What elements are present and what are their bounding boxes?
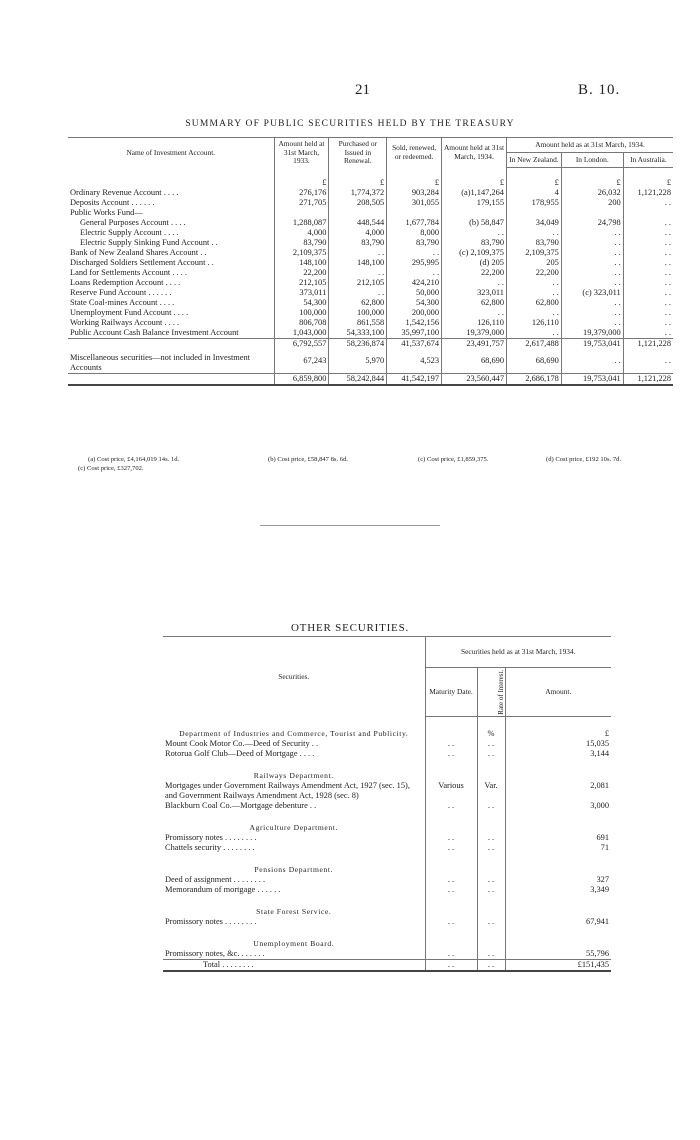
- cell-c2: 861,558: [329, 318, 387, 328]
- footnote-c: (c) Cost price, £1,859,375.: [418, 456, 489, 463]
- cell-c6: 19,379,000: [561, 328, 623, 339]
- cell-c1: 148,100: [274, 258, 329, 268]
- table-row: [68, 238, 673, 248]
- cell-c5: 126,110: [507, 318, 562, 328]
- cell-rate: . .: [477, 843, 505, 853]
- account-name: Deposits Account . . . . . .: [70, 198, 155, 207]
- cell-c4: 126,110: [442, 318, 507, 328]
- cell-c2: 62,800: [329, 298, 387, 308]
- cell-c4: 22,200: [442, 268, 507, 278]
- department-row: [163, 927, 611, 949]
- cell-c4: (c) 2,109,375: [442, 248, 507, 258]
- page-number: 21: [355, 82, 370, 98]
- table-row: [68, 208, 673, 218]
- cell-c6: . .: [561, 228, 623, 238]
- cell-c6: . .: [561, 308, 623, 318]
- misc-row: Miscellaneous securities—not included in Investment Accounts 67,243 5,970 4,523 68,690 68,690 . . . .: [68, 349, 673, 374]
- cell-maturity: . .: [425, 833, 477, 843]
- footnote-b: (b) Cost price, £58,847 8s. 6d.: [268, 456, 349, 463]
- header-australia: In Australia.: [623, 153, 673, 168]
- cell-c2: . .: [329, 288, 387, 298]
- cell-c4: . .: [442, 278, 507, 288]
- account-name: Electric Supply Account . . . .: [80, 228, 179, 237]
- list-item: [163, 833, 611, 843]
- other-securities-table: [163, 636, 611, 972]
- divider: [260, 525, 440, 526]
- cell-c5: 34,049: [507, 218, 562, 228]
- cell-amount: 15,035: [505, 739, 611, 749]
- table-row: [68, 228, 673, 238]
- cell-c7: . .: [623, 198, 673, 208]
- cell-c5: . .: [507, 328, 562, 339]
- cell-rate: . .: [477, 739, 505, 749]
- footnote-e: (c) Cost price, £327,702.: [78, 465, 144, 472]
- cell-maturity: . .: [425, 917, 477, 927]
- security-name: Promissory notes . . . . . . . .: [165, 832, 257, 842]
- cell-c4: (a)1,147,264: [442, 188, 507, 198]
- cell-c2: . .: [329, 248, 387, 258]
- list-item: [163, 843, 611, 853]
- cell-c5: . .: [507, 288, 562, 298]
- department-heading: Department of Industries and Commerce, Tourist and Publicity.: [179, 728, 409, 738]
- cell-c4: [442, 208, 507, 218]
- cell-c1: 276,176: [274, 188, 329, 198]
- security-name: Blackburn Coal Co.—Mortgage debenture . .: [165, 800, 317, 810]
- table-row: [68, 248, 673, 258]
- account-name: Electric Supply Sinking Fund Account . .: [80, 238, 218, 247]
- cell-rate: Var.: [477, 781, 505, 801]
- header-purchased: Purchased or Issued in Renewal.: [329, 138, 387, 168]
- cell-amount: 3,144: [505, 749, 611, 759]
- header-held-group: Securities held as at 31st March, 1934.: [425, 637, 611, 668]
- other-body: [163, 717, 611, 960]
- cell-c3: . .: [387, 248, 442, 258]
- table-row: [68, 218, 673, 228]
- account-name: Land for Settlements Account . . . .: [70, 268, 187, 277]
- cell-amount: 55,796: [505, 949, 611, 960]
- cell-c4: 323,011: [442, 288, 507, 298]
- cell-c7: . .: [623, 278, 673, 288]
- department-row: [163, 853, 611, 875]
- cell-c2: 448,544: [329, 218, 387, 228]
- cell-c5: . .: [507, 278, 562, 288]
- cell-c6: . .: [561, 268, 623, 278]
- cell-c2: 83,790: [329, 238, 387, 248]
- cell-c7: . .: [623, 228, 673, 238]
- table-row: [68, 258, 673, 268]
- cell-c1: 4,000: [274, 228, 329, 238]
- table-row: [68, 278, 673, 288]
- list-item: [163, 781, 611, 801]
- list-item: [163, 949, 611, 960]
- header-amount: Amount.: [505, 668, 611, 717]
- cell-c1: 100,000: [274, 308, 329, 318]
- list-item: [163, 885, 611, 895]
- cell-c3: 301,055: [387, 198, 442, 208]
- cell-c7: [623, 208, 673, 218]
- cell-c7: . .: [623, 218, 673, 228]
- account-name: Loans Redemption Account . . . .: [70, 278, 181, 287]
- table-row: [68, 308, 673, 318]
- cell-c5: 2,109,375: [507, 248, 562, 258]
- cell-c3: 8,000: [387, 228, 442, 238]
- cell-amount: 71: [505, 843, 611, 853]
- cell-rate: . .: [477, 885, 505, 895]
- cell-c6: . .: [561, 318, 623, 328]
- table-row: [68, 328, 673, 339]
- cell-c2: 208,505: [329, 198, 387, 208]
- cell-c6: . .: [561, 238, 623, 248]
- department-row: [163, 759, 611, 781]
- cell-maturity: . .: [425, 749, 477, 759]
- cell-c6: (c) 323,011: [561, 288, 623, 298]
- cell-c6: . .: [561, 298, 623, 308]
- cell-c2: 212,105: [329, 278, 387, 288]
- summary-title: SUMMARY OF PUBLIC SECURITIES HELD BY THE TREASURY: [185, 119, 515, 129]
- cell-c1: [274, 208, 329, 218]
- cell-c4: 62,800: [442, 298, 507, 308]
- cell-maturity: Various: [425, 781, 477, 801]
- header-london: In London.: [561, 153, 623, 168]
- cell-amount: 3,349: [505, 885, 611, 895]
- cell-amount: 2,081: [505, 781, 611, 801]
- paper-reference: B. 10.: [578, 82, 621, 98]
- table-row: [68, 318, 673, 328]
- cell-c2: 54,333,100: [329, 328, 387, 339]
- cell-rate: . .: [477, 749, 505, 759]
- cell-c1: 373,011: [274, 288, 329, 298]
- cell-c5: 22,200: [507, 268, 562, 278]
- footnote-a: (a) Cost price, £4,164,019 14s. 1d.: [88, 456, 180, 463]
- cell-rate: . .: [477, 833, 505, 843]
- cell-c3: 1,542,156: [387, 318, 442, 328]
- account-name: Public Works Fund—: [70, 208, 143, 217]
- summary-table: [68, 137, 673, 386]
- account-name: Ordinary Revenue Account . . . .: [70, 188, 179, 197]
- account-name: Discharged Soldiers Settlement Account . .: [70, 258, 214, 267]
- cell-c7: . .: [623, 248, 673, 258]
- account-name: Unemployment Fund Account . . . .: [70, 308, 189, 317]
- cell-c4: (d) 205: [442, 258, 507, 268]
- cell-amount: 3,000: [505, 801, 611, 811]
- total-row: 6,859,800 58,242,844 41,542,197 23,560,447 2,686,178 19,753,041 1,121,228: [68, 374, 673, 386]
- cell-rate: . .: [477, 949, 505, 960]
- cell-c5: . .: [507, 308, 562, 318]
- department-row: [163, 895, 611, 917]
- cell-c7: . .: [623, 318, 673, 328]
- table-row: [68, 268, 673, 278]
- security-name: Promissory notes . . . . . . . .: [165, 916, 257, 926]
- cell-c4: 19,379,000: [442, 328, 507, 339]
- cell-c6: [561, 208, 623, 218]
- cell-c1: 54,300: [274, 298, 329, 308]
- cell-maturity: . .: [425, 885, 477, 895]
- cell-c3: 1,677,784: [387, 218, 442, 228]
- footnote-d: (d) Cost price, £192 10s. 7d.: [546, 456, 622, 463]
- cell-c1: 83,790: [274, 238, 329, 248]
- cell-c2: 1,774,372: [329, 188, 387, 198]
- header-held-1934: Amount held at 31st March, 1934.: [442, 138, 507, 168]
- other-title: OTHER SECURITIES.: [290, 622, 410, 634]
- list-item: [163, 739, 611, 749]
- cell-amount: 327: [505, 875, 611, 885]
- header-held-1933: Amount held at 31st March, 1933.: [274, 138, 329, 168]
- cell-amount: 67,941: [505, 917, 611, 927]
- cell-maturity: . .: [425, 843, 477, 853]
- cell-c7: . .: [623, 258, 673, 268]
- cell-c6: 24,798: [561, 218, 623, 228]
- cell-c4: 179,155: [442, 198, 507, 208]
- cell-c7: 1,121,228: [623, 188, 673, 198]
- cell-rate: . .: [477, 917, 505, 927]
- security-name: Memorandum of mortgage . . . . . .: [165, 884, 281, 894]
- header-sold: Sold, renewed, or redeemed.: [387, 138, 442, 168]
- header-maturity: Maturity Date.: [425, 668, 477, 717]
- department-heading: Agriculture Department.: [249, 822, 338, 832]
- table-row: [68, 298, 673, 308]
- cell-c5: . .: [507, 228, 562, 238]
- header-name: Name of Investment Account.: [68, 138, 274, 168]
- department-row: [163, 811, 611, 833]
- cell-c6: 200: [561, 198, 623, 208]
- account-name: Public Account Cash Balance Investment Account: [70, 328, 239, 337]
- cell-c3: 200,000: [387, 308, 442, 318]
- cell-c3: 35,997,100: [387, 328, 442, 339]
- cell-c5: 83,790: [507, 238, 562, 248]
- cell-amount: 691: [505, 833, 611, 843]
- cell-c7: . .: [623, 328, 673, 339]
- department-heading: Railways Department.: [253, 770, 334, 780]
- cell-c6: 26,032: [561, 188, 623, 198]
- cell-c7: . .: [623, 308, 673, 318]
- cell-c5: 62,800: [507, 298, 562, 308]
- summary-body: [68, 188, 673, 339]
- cell-c2: 4,000: [329, 228, 387, 238]
- cell-c2: 100,000: [329, 308, 387, 318]
- cell-c1: 22,200: [274, 268, 329, 278]
- table-row: [68, 288, 673, 298]
- cell-maturity: . .: [425, 739, 477, 749]
- table-row: [68, 198, 673, 208]
- cell-maturity: . .: [425, 801, 477, 811]
- cell-c1: 212,105: [274, 278, 329, 288]
- department-heading: Pensions Department.: [254, 864, 334, 874]
- cell-c3: 54,300: [387, 298, 442, 308]
- security-name: Mount Cook Motor Co.—Deed of Security . .: [165, 738, 319, 748]
- cell-c7: . .: [623, 298, 673, 308]
- cell-c5: 4: [507, 188, 562, 198]
- cell-maturity: . .: [425, 949, 477, 960]
- security-name: Mortgages under Government Railways Amendment Act, 1927 (sec. 15), and Government Railways Amendment Act, 1928 (sec. 8): [165, 780, 410, 800]
- header-nz: In New Zealand.: [507, 153, 562, 168]
- cell-c2: [329, 208, 387, 218]
- other-total-row: Total . . . . . . . . . . . . £151,435: [163, 959, 611, 971]
- account-name: State Coal-mines Account . . . .: [70, 298, 175, 307]
- cell-c5: [507, 208, 562, 218]
- cell-c4: . .: [442, 228, 507, 238]
- cell-c7: . .: [623, 268, 673, 278]
- cell-c6: . .: [561, 278, 623, 288]
- cell-c1: 1,288,087: [274, 218, 329, 228]
- cell-c7: . .: [623, 238, 673, 248]
- cell-c4: (b) 58,847: [442, 218, 507, 228]
- list-item: [163, 917, 611, 927]
- list-item: [163, 801, 611, 811]
- header-rate: Rate of Interest.: [477, 668, 505, 717]
- cell-c5: 205: [507, 258, 562, 268]
- header-securities: Securities.: [163, 637, 425, 717]
- cell-c5: 178,955: [507, 198, 562, 208]
- cell-maturity: . .: [425, 875, 477, 885]
- account-name: Reserve Fund Account . . . . . .: [70, 288, 172, 297]
- security-name: Chattels security . . . . . . . .: [165, 842, 255, 852]
- cell-c4: . .: [442, 308, 507, 318]
- cell-c6: . .: [561, 258, 623, 268]
- table-row: [68, 188, 673, 198]
- list-item: [163, 875, 611, 885]
- list-item: [163, 749, 611, 759]
- cell-c1: 1,043,000: [274, 328, 329, 339]
- account-name: General Purposes Account . . . .: [80, 218, 186, 227]
- cell-c1: 806,708: [274, 318, 329, 328]
- account-name: Working Railways Account . . . .: [70, 318, 180, 327]
- cell-c2: . .: [329, 268, 387, 278]
- cell-c3: 50,000: [387, 288, 442, 298]
- department-heading: State Forest Service.: [256, 906, 332, 916]
- cell-c4: 83,790: [442, 238, 507, 248]
- account-name: Bank of New Zealand Shares Account . .: [70, 248, 207, 257]
- cell-rate: . .: [477, 801, 505, 811]
- currency-row: £ £ £ £ £ £ £: [68, 168, 673, 189]
- security-name: Deed of assignment . . . . . . . .: [165, 874, 266, 884]
- cell-c3: . .: [387, 268, 442, 278]
- cell-c3: 424,210: [387, 278, 442, 288]
- cell-c3: [387, 208, 442, 218]
- subtotal-row: 6,792,557 58,236,874 41,537,674 23,491,757 2,617,488 19,753,041 1,121,228: [68, 339, 673, 350]
- department-heading: Unemployment Board.: [253, 938, 335, 948]
- security-name: Rotorua Golf Club—Deed of Mortgage . . . .: [165, 748, 315, 758]
- cell-c6: . .: [561, 248, 623, 258]
- security-name: Promissory notes, &c. . . . . . .: [165, 948, 265, 958]
- cell-c3: 83,790: [387, 238, 442, 248]
- cell-c3: 903,284: [387, 188, 442, 198]
- header-group: Amount held as at 31st March, 1934.: [507, 138, 674, 153]
- cell-rate: . .: [477, 875, 505, 885]
- cell-c1: 271,705: [274, 198, 329, 208]
- cell-c7: . .: [623, 288, 673, 298]
- cell-c2: 148,100: [329, 258, 387, 268]
- department-row: Department of Industries and Commerce, Tourist and Publicity. % £: [163, 717, 611, 739]
- cell-c1: 2,109,375: [274, 248, 329, 258]
- cell-c3: 295,995: [387, 258, 442, 268]
